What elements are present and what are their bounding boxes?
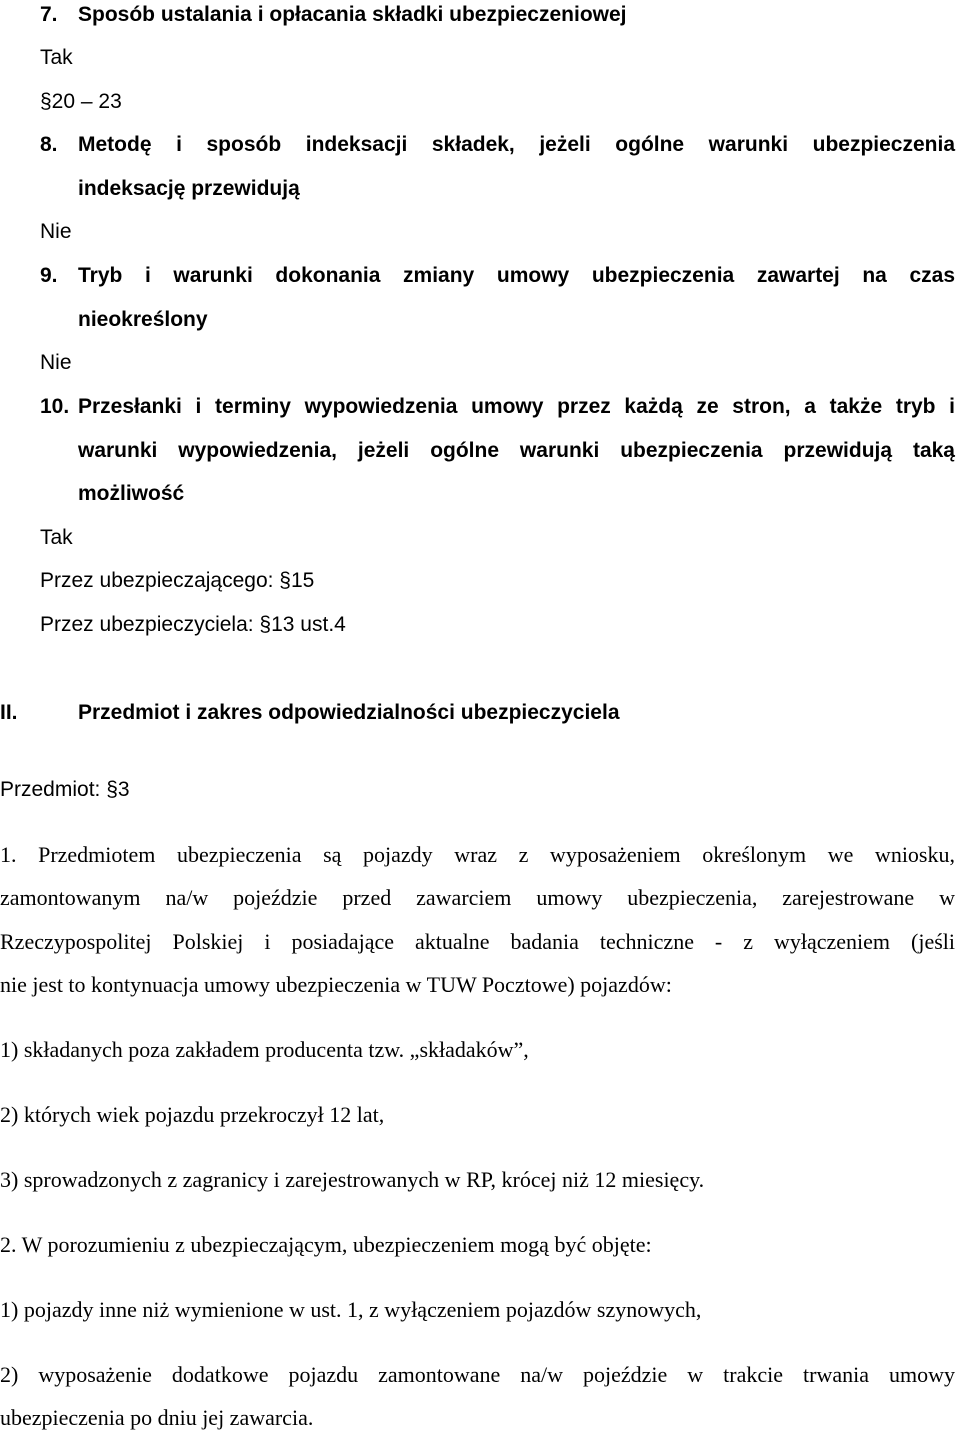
przedmiot-ref: Przedmiot: §3 bbox=[0, 778, 130, 801]
section-8-title-line1: Metodę i sposób indeksacji składek, jeżeli ogólne warunki ubezpieczenia bbox=[78, 133, 955, 156]
section-10-number: 10. bbox=[40, 395, 70, 418]
paragraph-2-item-2-line-2: ubezpieczenia po dniu jej zawarcia. bbox=[0, 1405, 314, 1430]
section-8-title-line2: indeksację przewidują bbox=[78, 177, 300, 200]
section-9-answer: Nie bbox=[40, 351, 72, 374]
section-II-title: Przedmiot i zakres odpowiedzialności ubezpieczyciela bbox=[78, 701, 620, 724]
section-7-number: 7. bbox=[40, 3, 58, 26]
section-10-heading bbox=[40, 393, 955, 421]
section-10-title-line3: możliwość bbox=[78, 482, 185, 505]
paragraph-1-line-4: nie jest to kontynuacja umowy ubezpieczenia w TUW Pocztowe) pojazdów: bbox=[0, 972, 672, 997]
paragraph-1-line-1: 1. Przedmiotem ubezpieczenia są pojazdy wraz z wyposażeniem określonym we wniosku, bbox=[0, 842, 955, 867]
section-7-title: Sposób ustalania i opłacania składki ubezpieczeniowej bbox=[78, 3, 627, 26]
section-7-heading bbox=[40, 1, 627, 29]
section-II-number: II. bbox=[0, 701, 18, 724]
paragraph-1-line-3: Rzeczypospolitej Polskiej i posiadające aktualne badania techniczne - z wyłączeniem (jeśli bbox=[0, 929, 955, 954]
paragraph-2-item-1: 1) pojazdy inne niż wymienione w ust. 1, z wyłączeniem pojazdów szynowych, bbox=[0, 1297, 702, 1322]
section-II-heading bbox=[0, 699, 620, 727]
section-10-title-line1: Przesłanki i terminy wypowiedzenia umowy przez każdą ze stron, a także tryb i bbox=[78, 395, 955, 418]
paragraph-2-item-2-line-1: 2) wyposażenie dodatkowe pojazdu zamontowane na/w pojeździe w trakcie trwania umowy bbox=[0, 1362, 955, 1387]
section-8-answer: Nie bbox=[40, 220, 72, 243]
section-7-ref: §20 – 23 bbox=[40, 90, 122, 113]
section-9-title-line2: nieokreślony bbox=[78, 308, 208, 331]
paragraph-2-line-1: 2. W porozumieniu z ubezpieczającym, ubezpieczeniem mogą być objęte: bbox=[0, 1232, 652, 1257]
paragraph-1-item-3: 3) sprowadzonych z zagranicy i zarejestrowanych w RP, krócej niż 12 miesięcy. bbox=[0, 1167, 705, 1192]
section-10-title-line2: warunki wypowiedzenia, jeżeli ogólne warunki ubezpieczenia przewidują taką bbox=[78, 439, 955, 462]
section-10-detail-2: Przez ubezpieczyciela: §13 ust.4 bbox=[40, 613, 346, 636]
section-8-heading bbox=[40, 131, 955, 159]
paragraph-1-item-2: 2) których wiek pojazdu przekroczył 12 lat, bbox=[0, 1102, 385, 1127]
section-9-number: 9. bbox=[40, 264, 58, 287]
paragraph-1-line-2: zamontowanym na/w pojeździe przed zawarciem umowy ubezpieczenia, zarejestrowane w bbox=[0, 885, 955, 910]
section-10-answer: Tak bbox=[40, 526, 73, 549]
section-7-answer: Tak bbox=[40, 46, 73, 69]
section-10-detail-1: Przez ubezpieczającego: §15 bbox=[40, 569, 315, 592]
section-8-number: 8. bbox=[40, 133, 58, 156]
paragraph-1-item-1: 1) składanych poza zakładem producenta tzw. „składaków”, bbox=[0, 1037, 529, 1062]
section-9-title-line1: Tryb i warunki dokonania zmiany umowy ubezpieczenia zawartej na czas bbox=[78, 264, 955, 287]
section-9-heading bbox=[40, 262, 955, 290]
